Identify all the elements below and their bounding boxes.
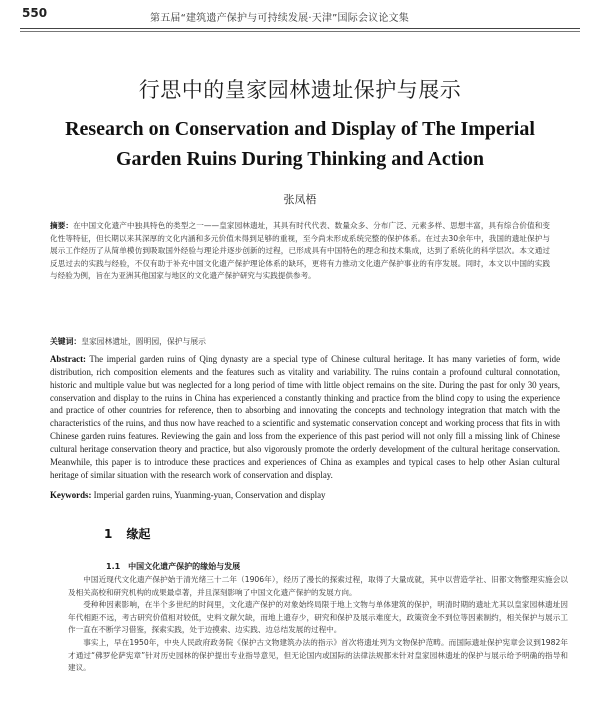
keywords-en-label: Keywords: — [50, 490, 92, 500]
abstract-en-text: The imperial garden ruins of Qing dynasty are a special type of Chinese cultural heritage. It has many varieties of form, wide distribution, rich composition elements and the features such as vitality and variability. The ruins contain a profound cultural connotation, historic and multiple value but was neglected for a long period of time with little object remains on the site. During the past for only 30 years, conservation and display to the ruins in China has experienced a constantly thinking and practice from the blind copy to using the experience and practice of other countries for reference, then to absorbing and innovating the concepts and technology integration that match with the characteristics of the ruins, and thus now have reached to a scientific and systematic conservation concept and working process that fits in with Chinese garden ruins features. Reviewing the gain and loss from the experience of this past period will not only fill a missing link of Chinese cultural heritage conservation theory and practice, but also vigorously promote the orderly development of the cultural heritage conservation. Meanwhile, this paper is to introduce these practices and experiences of China as examples and typical cases to help other Asian cultural heritage of similar situation with the research work of conservation and display. — [50, 354, 561, 480]
keywords-en-text: Imperial garden ruins, Yuanming-yuan, Conservation and display — [93, 490, 326, 500]
keywords-chinese — [50, 336, 550, 347]
title-chinese: 行思中的皇家园林遗址保护与展示 — [138, 78, 462, 102]
subsection-title: 中国文化遗产保护的缘始与发展 — [128, 562, 241, 571]
keywords-cn-text: 皇家园林遗址，圆明园，保护与展示 — [81, 337, 206, 346]
abstract-cn-label: 摘要： — [50, 221, 74, 230]
section-heading — [104, 525, 150, 542]
abstract-chinese — [50, 220, 550, 283]
abstract-cn-text: 在中国文化遗产中独具特色的类型之一——皇家园林遗址，其具有时代代表、数量众多、分布广泛、元素多样、思想丰富，具有综合价值和变化性等特征，但长期以来其深厚的文化内涵和多元价值未得到足够的重视，至今尚未形成系统完整的保护体系。在过去30余年中，我国的遗址保护与展示工作经历了从简单模仿到吸取国外经验与理论并逐步创新的过程，已形成具有中国特色的理念和技术集成，达到了系统化的科学层次。本文通过反思过去的实践与经验，不仅有助于补充中国文化遗产保护理论体系的缺环，更将有力推动文化遗产保护事业的有序发展。同时，本文以中国的实践与经验为例，旨在为亚洲其他国家与地区的文化遗产保护研究与实践提供参考。 — [50, 221, 551, 281]
section-number: 1 — [104, 527, 113, 541]
page-number: 550 — [22, 6, 48, 20]
subsection-heading — [106, 561, 240, 572]
running-head: 第五届“建筑遗产保护与可持续发展·天津”国际会议论文集 — [150, 13, 409, 24]
body-paragraph-3: 事实上，早在1950年，中央人民政府政务院《保护古文物建筑办法的指示》首次将遗址列为文物保护范畴。而国际遗址保护宪章会议到1982年才通过“佛罗伦萨宪章”针对历史园林的保护提出专业指导意见，但无论国内或国际的法律法规都未针对皇家园林遗址的保护与展示给予明确的指导和建议。 — [68, 637, 568, 673]
keywords-cn-label: 关键词： — [50, 337, 82, 346]
abstract-english — [50, 353, 560, 481]
title-english-line-1: Research on Conservation and Display of The Imperial — [65, 118, 535, 140]
title-english — [60, 114, 540, 174]
author: 张凤梧 — [283, 193, 317, 206]
body-paragraph-2: 受种种因素影响，在半个多世纪的时间里，文化遗产保护的对象始终局限于地上文物与单体建筑的保护，明清时期的遗址尤其以皇家园林遗址因年代相距不远，考古研究价值相对较低，史料文献欠缺，而地上遗存少，研究和保护及展示难度大，政策资金不到位等因素制约，相关保护与展示工作一直在不断学习借鉴，探索实践，处于边摸索、边实践、边总结发展的过程中。 — [68, 600, 568, 635]
abstract-en-label: Abstract: — [50, 354, 86, 364]
title-english-line-2: Garden Ruins During Thinking and Action — [115, 148, 485, 170]
body-text — [68, 574, 568, 675]
body-paragraph-1: 中国近现代文化遗产保护始于清光绪三十二年（1906年），经历了漫长的探索过程，取得了大量成就，其中以营造学社、旧都文物整理实施会以及相关高校和研究机构的成果最卓著，并且深刻影响了中国文化遗产保护的发展方向。 — [68, 575, 568, 597]
keywords-english — [50, 490, 560, 500]
section-title: 缘起 — [126, 527, 151, 541]
header-rule — [20, 28, 580, 32]
subsection-number: 1.1 — [106, 562, 121, 571]
